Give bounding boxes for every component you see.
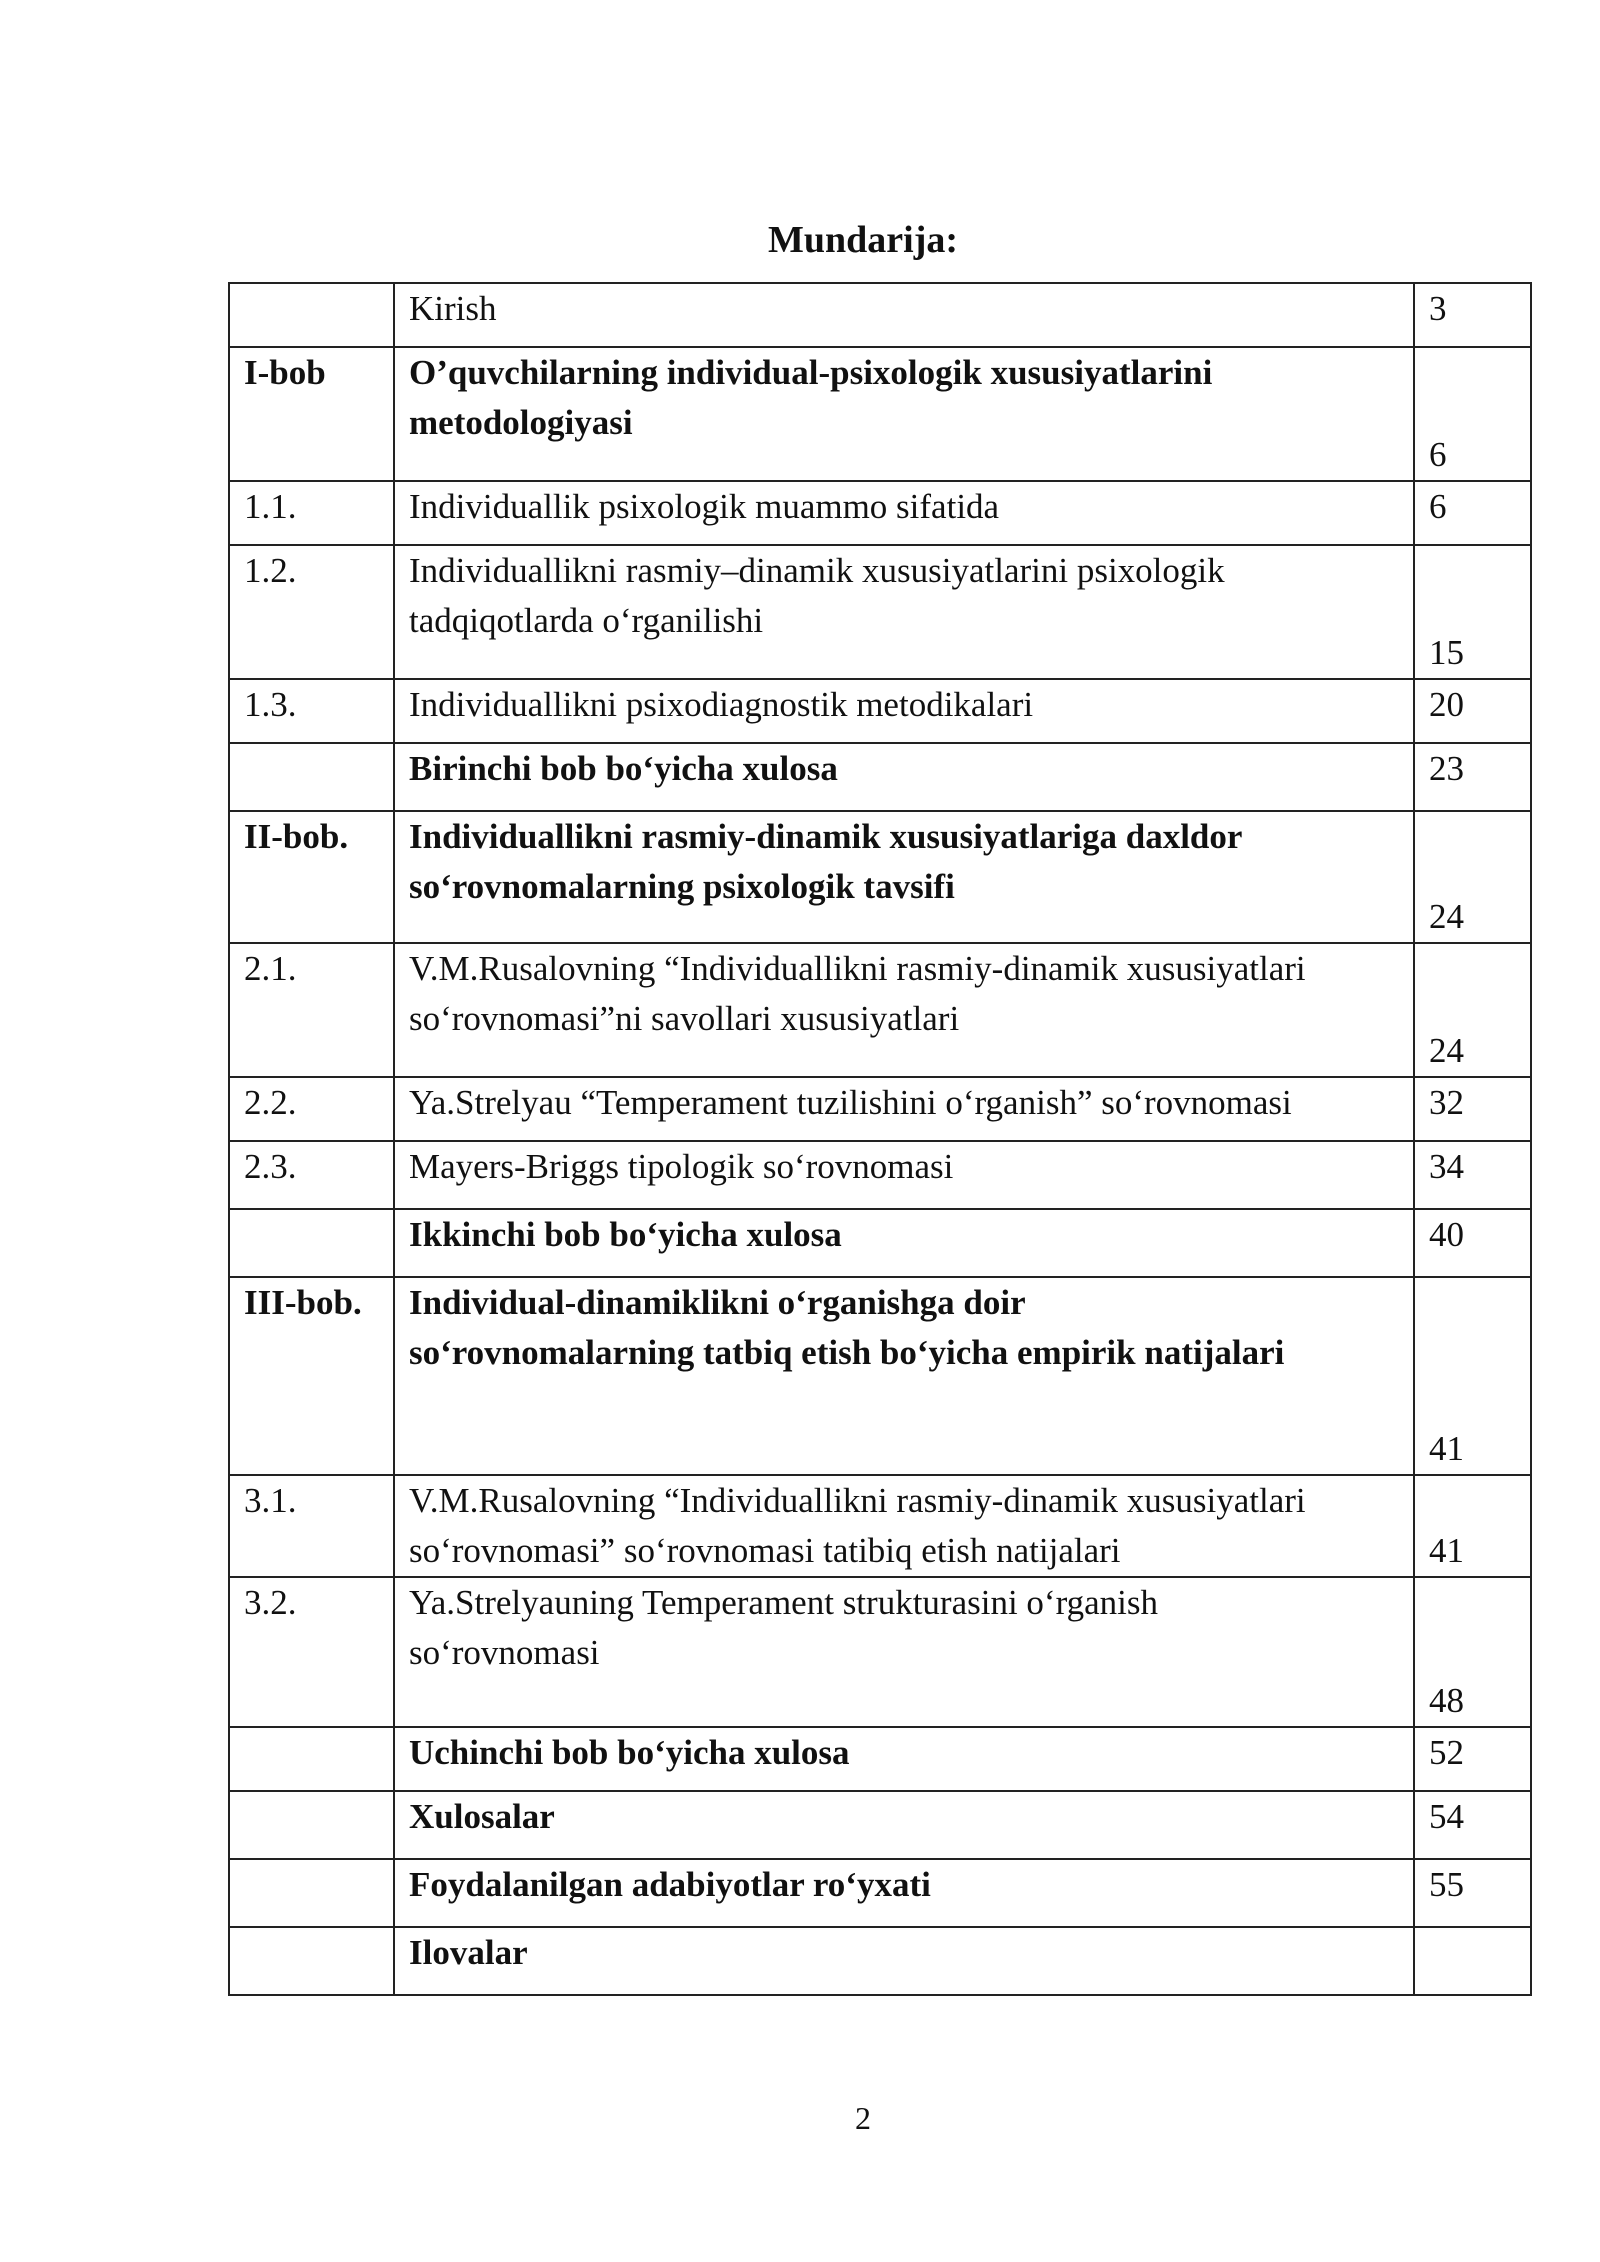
- toc-section-title: [394, 1077, 1414, 1141]
- toc-row: [229, 1141, 1531, 1209]
- toc-section-title: [394, 1927, 1414, 1995]
- toc-section-title: [394, 943, 1414, 1077]
- toc-row: [229, 481, 1531, 545]
- toc-title-line: Individuallik psixologik muammo sifatida: [409, 487, 1000, 526]
- toc-page-number: 23: [1414, 743, 1531, 811]
- page-number: 2: [855, 2100, 871, 2136]
- toc-page-number: 24: [1414, 811, 1531, 943]
- toc-section-title: [394, 1209, 1414, 1277]
- toc-page-number: 54: [1414, 1791, 1531, 1859]
- toc-title-line: so‘rovnomasi”ni savollari xususiyatlari: [409, 999, 960, 1038]
- toc-section-number: III-bob.: [229, 1277, 394, 1475]
- toc-title-line: metodologiyasi: [409, 403, 633, 442]
- toc-section-number: [229, 1859, 394, 1927]
- table-of-contents: [228, 282, 1532, 1996]
- toc-title-line: so‘rovnomalarning tatbiq etish bo‘yicha empirik natijalari: [409, 1333, 1285, 1372]
- toc-row: [229, 1859, 1531, 1927]
- toc-section-number: [229, 1727, 394, 1791]
- toc-page-number: 41: [1414, 1475, 1531, 1577]
- toc-row: [229, 347, 1531, 481]
- toc-section-title: [394, 1727, 1414, 1791]
- toc-row: [229, 545, 1531, 679]
- toc-title-line: Mayers-Briggs tipologik so‘rovnomasi: [409, 1147, 954, 1186]
- toc-page-number: 6: [1414, 347, 1531, 481]
- toc-section-title: [394, 679, 1414, 743]
- toc-section-number: 1.3.: [229, 679, 394, 743]
- toc-title-line: Ilovalar: [409, 1933, 528, 1972]
- toc-title-line: Foydalanilgan adabiyotlar ro‘yxati: [409, 1865, 931, 1904]
- toc-page-number: 34: [1414, 1141, 1531, 1209]
- toc-section-title: [394, 1577, 1414, 1727]
- toc-row: [229, 1577, 1531, 1727]
- toc-section-number: 2.1.: [229, 943, 394, 1077]
- toc-section-number: [229, 283, 394, 347]
- toc-title-line: Xulosalar: [409, 1797, 555, 1836]
- toc-section-number: [229, 1791, 394, 1859]
- toc-row: [229, 1927, 1531, 1995]
- toc-row: [229, 811, 1531, 943]
- toc-title-line: Birinchi bob bo‘yicha xulosa: [409, 749, 838, 788]
- toc-title-line: Individuallikni rasmiy-dinamik xususiyatlariga daxldor: [409, 817, 1243, 856]
- toc-section-number: [229, 1927, 394, 1995]
- toc-page-number: 20: [1414, 679, 1531, 743]
- toc-body: [229, 283, 1531, 1995]
- toc-page-number: 41: [1414, 1277, 1531, 1475]
- toc-row: [229, 743, 1531, 811]
- toc-row: [229, 1791, 1531, 1859]
- toc-page-number: 32: [1414, 1077, 1531, 1141]
- toc-section-title: [394, 283, 1414, 347]
- toc-section-number: 2.3.: [229, 1141, 394, 1209]
- toc-title-line: so‘rovnomasi: [409, 1633, 600, 1672]
- toc-section-number: [229, 1209, 394, 1277]
- toc-section-number: 1.1.: [229, 481, 394, 545]
- toc-row: [229, 1475, 1531, 1577]
- toc-title-line: Individuallikni rasmiy–dinamik xususiyatlarini psixologik: [409, 551, 1225, 590]
- toc-page-number: 3: [1414, 283, 1531, 347]
- toc-section-number: 3.1.: [229, 1475, 394, 1577]
- page-title: Mundarija:: [768, 219, 958, 261]
- toc-section-number: 2.2.: [229, 1077, 394, 1141]
- toc-section-title: [394, 743, 1414, 811]
- toc-title-line: V.M.Rusalovning “Individuallikni rasmiy-dinamik xususiyatlari: [409, 949, 1306, 988]
- toc-title-line: Kirish: [409, 289, 497, 328]
- toc-row: [229, 1209, 1531, 1277]
- toc-section-number: 3.2.: [229, 1577, 394, 1727]
- toc-section-number: [229, 743, 394, 811]
- toc-title-line: Ya.Strelyau “Temperament tuzilishini o‘rganish” so‘rovnomasi: [409, 1083, 1292, 1122]
- toc-section-title: [394, 347, 1414, 481]
- toc-section-number: I-bob: [229, 347, 394, 481]
- toc-title-line: Individual-dinamiklikni o‘rganishga doir: [409, 1283, 1026, 1322]
- toc-row: [229, 283, 1531, 347]
- toc-row: [229, 1077, 1531, 1141]
- toc-section-title: [394, 545, 1414, 679]
- toc-page-number: 15: [1414, 545, 1531, 679]
- toc-title-line: Ya.Strelyauning Temperament strukturasini o‘rganish: [409, 1583, 1158, 1622]
- toc-section-title: [394, 1277, 1414, 1475]
- toc-title-line: so‘rovnomalarning psixologik tavsifi: [409, 867, 955, 906]
- toc-section-title: [394, 1141, 1414, 1209]
- toc-row: [229, 1727, 1531, 1791]
- toc-row: [229, 679, 1531, 743]
- toc-title-line: O’quvchilarning individual-psixologik xususiyatlarini: [409, 353, 1213, 392]
- toc-title-line: Ikkinchi bob bo‘yicha xulosa: [409, 1215, 842, 1254]
- toc-page-number: 48: [1414, 1577, 1531, 1727]
- toc-page-number: 6: [1414, 481, 1531, 545]
- toc-title-line: V.M.Rusalovning “Individuallikni rasmiy-dinamik xususiyatlari: [409, 1481, 1306, 1520]
- toc-section-title: [394, 481, 1414, 545]
- toc-row: [229, 1277, 1531, 1475]
- toc-section-title: [394, 1859, 1414, 1927]
- toc-row: [229, 943, 1531, 1077]
- toc-section-title: [394, 811, 1414, 943]
- toc-page-number: 24: [1414, 943, 1531, 1077]
- toc-section-number: II-bob.: [229, 811, 394, 943]
- toc-title-line: tadqiqotlarda o‘rganilishi: [409, 601, 764, 640]
- toc-title-line: Individuallikni psixodiagnostik metodikalari: [409, 685, 1034, 724]
- toc-section-title: [394, 1791, 1414, 1859]
- toc-title-line: so‘rovnomasi” so‘rovnomasi tatibiq etish natijalari: [409, 1531, 1121, 1570]
- toc-page-number: 40: [1414, 1209, 1531, 1277]
- toc-section-number: 1.2.: [229, 545, 394, 679]
- toc-title-line: Uchinchi bob bo‘yicha xulosa: [409, 1733, 850, 1772]
- toc-section-title: [394, 1475, 1414, 1577]
- toc-page-number: 52: [1414, 1727, 1531, 1791]
- toc-page-number: 55: [1414, 1859, 1531, 1927]
- toc-page-number: [1414, 1927, 1531, 1995]
